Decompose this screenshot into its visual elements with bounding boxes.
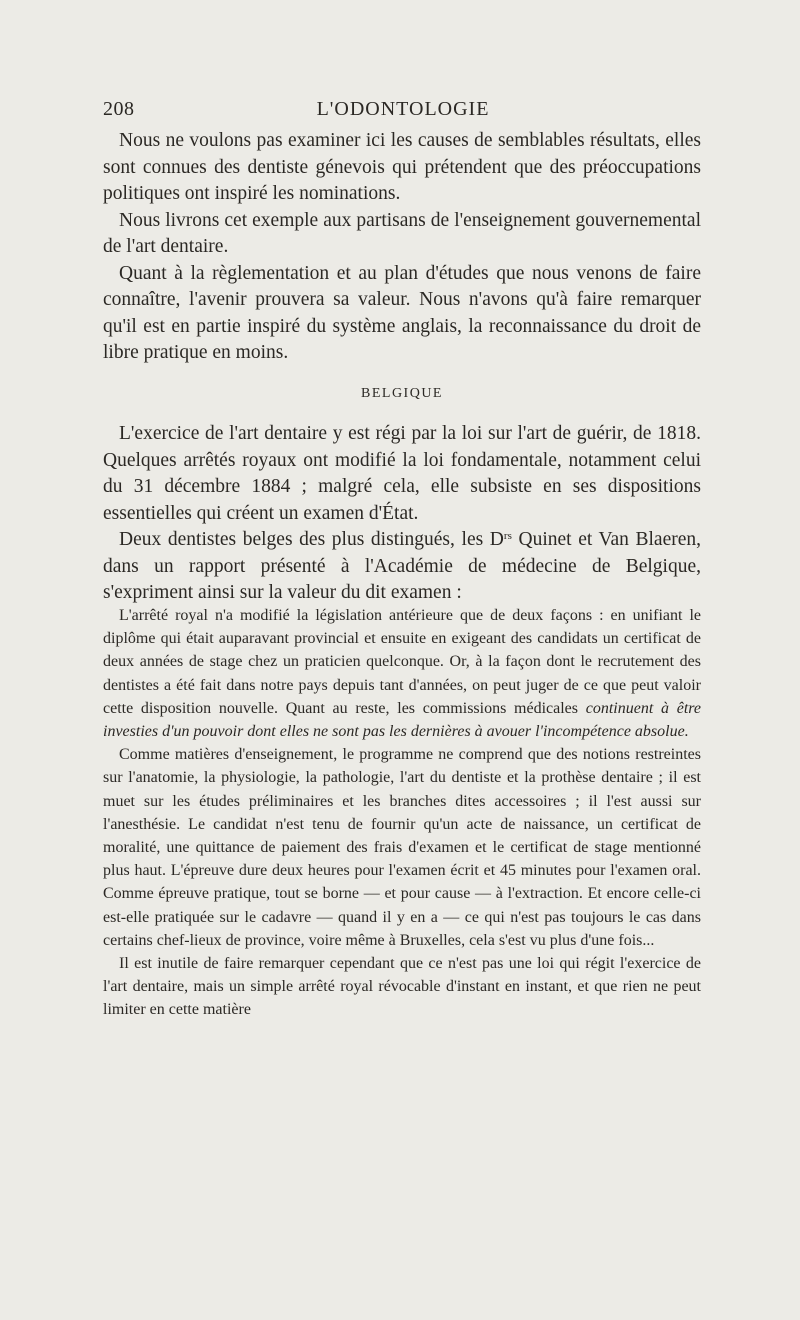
section-heading: BELGIQUE bbox=[361, 386, 443, 401]
quote-paragraph-3: Il est inutile de faire remarquer cependant que ce n'est pas une loi qui régit l'exercice de l'art dentaire, mais un simple arrêté royal révocable d'instant en instant, et que rien ne peut limiter en cette matière bbox=[103, 955, 701, 1019]
running-title: L'ODONTOLOGIE bbox=[316, 98, 490, 120]
intro-paragraph-1: Nous ne voulons pas examiner ici les causes de semblables résultats, elles sont connues des dentiste génevois qui prétendent que des préoccupations politiques ont inspiré les nominations. bbox=[103, 130, 701, 204]
belgique-paragraph-2-end: Quinet et Van Blaeren, dans un rapport présenté à l'Académie de médecine de Belgique, s'expriment ainsi sur la valeur du dit examen : bbox=[103, 529, 701, 603]
intro-text bbox=[103, 128, 701, 367]
page-number: 208 bbox=[103, 98, 135, 120]
quote-paragraph-1-text: L'arrêté royal n'a modifié la législation antérieure que de deux façons : en unifiant le diplôme qui était auparavant provincial et ensuite en exigeant des candidats un certificat de deux années de stage chez un praticien quelconque. Or, à la façon dont le recrutement des dentistes a été fait dans notre pays depuis tant d'années, on peut juger de ce que peut valoir cette disposition nouvelle. Quant au reste, les commissions médicales bbox=[103, 607, 701, 717]
quote-paragraph-1 bbox=[103, 604, 701, 743]
belgique-paragraph-2-start: Deux dentistes belges des plus distingués, les D bbox=[119, 529, 504, 550]
belgique-text bbox=[103, 421, 701, 607]
doctors-abbrev-superscript: rs bbox=[503, 530, 512, 542]
quoted-report bbox=[103, 604, 701, 1022]
intro-paragraph-3: Quant à la règlementation et au plan d'études que nous venons de faire connaître, l'avenir prouvera sa valeur. Nous n'avons qu'à faire remarquer qu'il est en partie inspiré du système anglais, la reconnaissance du droit de libre pratique en moins. bbox=[103, 262, 701, 363]
quote-paragraph-1-italic: continuent à être investies d'un pouvoir dont elles ne sont pas les dernières à avouer l'incompétence absolue. bbox=[103, 699, 701, 741]
quote-paragraph-2: Comme matières d'enseignement, le programme ne comprend que des notions restreintes sur l'anatomie, la physiologie, la pathologie, l'art du dentiste et la prothèse dentaire ; il est muet sur les études préliminaires et les branches dites accessoires ; il l'est aussi sur l'anesthésie. Le candidat n'est tenu de fournir qu'un acte de naissance, un certificat de moralité, une quittance de paiement des frais d'examen et le certificat de stage mentionné plus haut. L'épreuve dure deux heures pour l'examen écrit et 45 minutes pour l'examen oral. Comme épreuve pratique, tout se borne — et pour cause — à l'extraction. Et encore celle-ci est-elle pratiquée sur le cadavre — quand il y en a — ce qui n'est pas toujours le cas dans certains chef-lieux de province, voire même à Bruxelles, cela s'est vu plus d'une fois... bbox=[103, 746, 701, 949]
belgique-paragraph-1: L'exercice de l'art dentaire y est régi par la loi sur l'art de guérir, de 1818. Quelques arrêtés royaux ont modifié la loi fondamentale, notamment celui du 31 décembre 1884 ; malgré cela, elle subsiste en ses dispositions essentielles qui créent un examen d'État. bbox=[103, 423, 701, 524]
page-header bbox=[103, 98, 703, 126]
intro-paragraph-2: Nous livrons cet exemple aux partisans de l'enseignement gouvernemental de l'art dentaire. bbox=[103, 209, 701, 257]
belgique-paragraph-2 bbox=[103, 527, 701, 607]
